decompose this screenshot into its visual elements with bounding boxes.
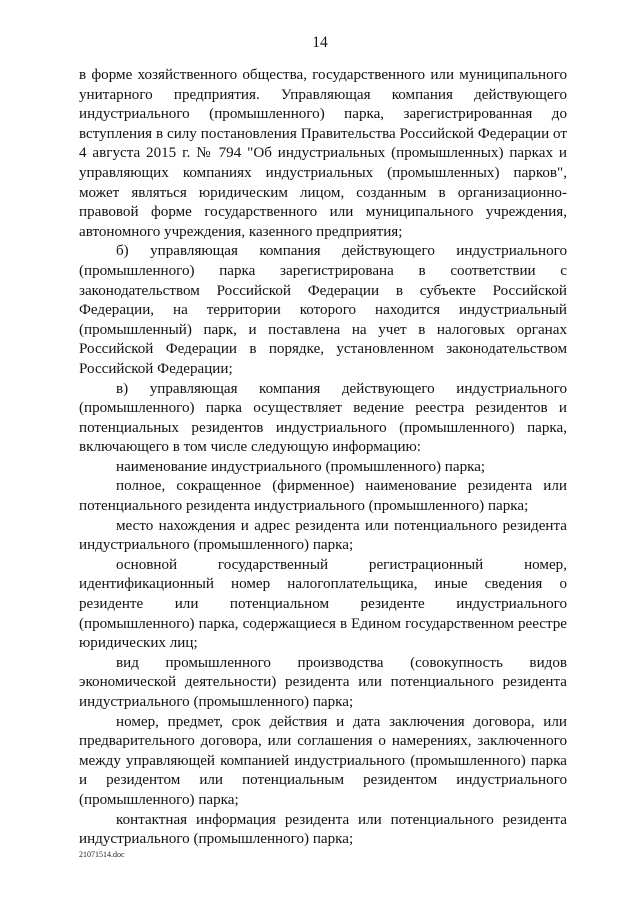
document-body — [79, 66, 567, 850]
list-item-registration-number: основной государственный регистрационный номер, идентификационный номер налогоплательщика, иные сведения о резиденте или потенциальном резиденте индустриального (промышленного) парка, содержащиеся в Едином государственном реестре юридических лиц; — [79, 556, 567, 652]
paragraph-item-v: в) управляющая компания действующего индустриального (промышленного) парка осуществляет ведение реестра резидентов и потенциальных резидентов индустриального (промышленного) парка, включающего в том числе следующую информацию: — [79, 380, 567, 456]
footer-filename: 21071514.doc — [79, 850, 125, 859]
list-item-contract-details: номер, предмет, срок действия и дата заключения договора, или предварительного договора, или соглашения о намерениях, заключенного между управляющей компанией индустриального (промышленного) парка и резидентом или потенциальным резидентом индустриального (промышленного) парка; — [79, 713, 567, 808]
page-number: 14 — [312, 34, 328, 51]
list-item-resident-address: место нахождения и адрес резидента или потенциального резидента индустриального (промышленного) парка; — [79, 517, 567, 554]
paragraph-continuation: в форме хозяйственного общества, государственного или муниципального унитарного предприятия. Управляющая компания действующего индустриального (промышленного) парка, зарегистрированная до вступления в силу постановления Правительства Российской Федерации от 4 августа 2015 г. № 794 "Об индустриальных (промышленных) парках и управляющих компаниях индустриальных (промышленных) парков", может являться юридическим лицом, созданным в организационно-правовой форме государственного или муниципального учреждения, автономного учреждения, казенного предприятия; — [79, 67, 567, 240]
list-item-production-type: вид промышленного производства (совокупность видов экономической деятельности) резидента или потенциального резидента индустриального (промышленного) парка; — [79, 654, 567, 710]
paragraph-item-b: б) управляющая компания действующего индустриального (промышленного) парка зарегистрирована в соответствии с законодательством Российской Федерации в субъекте Российской Федерации, на территории которого находится индустриальный (промышленный) парк, и поставлена на учет в налоговых органах Российской Федерации в порядке, установленном законодательством Российской Федерации; — [79, 243, 567, 377]
list-item-resident-name: полное, сокращенное (фирменное) наименование резидента или потенциального резидента индустриального (промышленного) парка; — [79, 478, 567, 515]
list-item-contact-info: контактная информация резидента или потенциального резидента индустриального (промышленного) парка; — [79, 811, 567, 848]
list-item-park-name: наименование индустриального (промышленного) парка; — [116, 458, 486, 475]
